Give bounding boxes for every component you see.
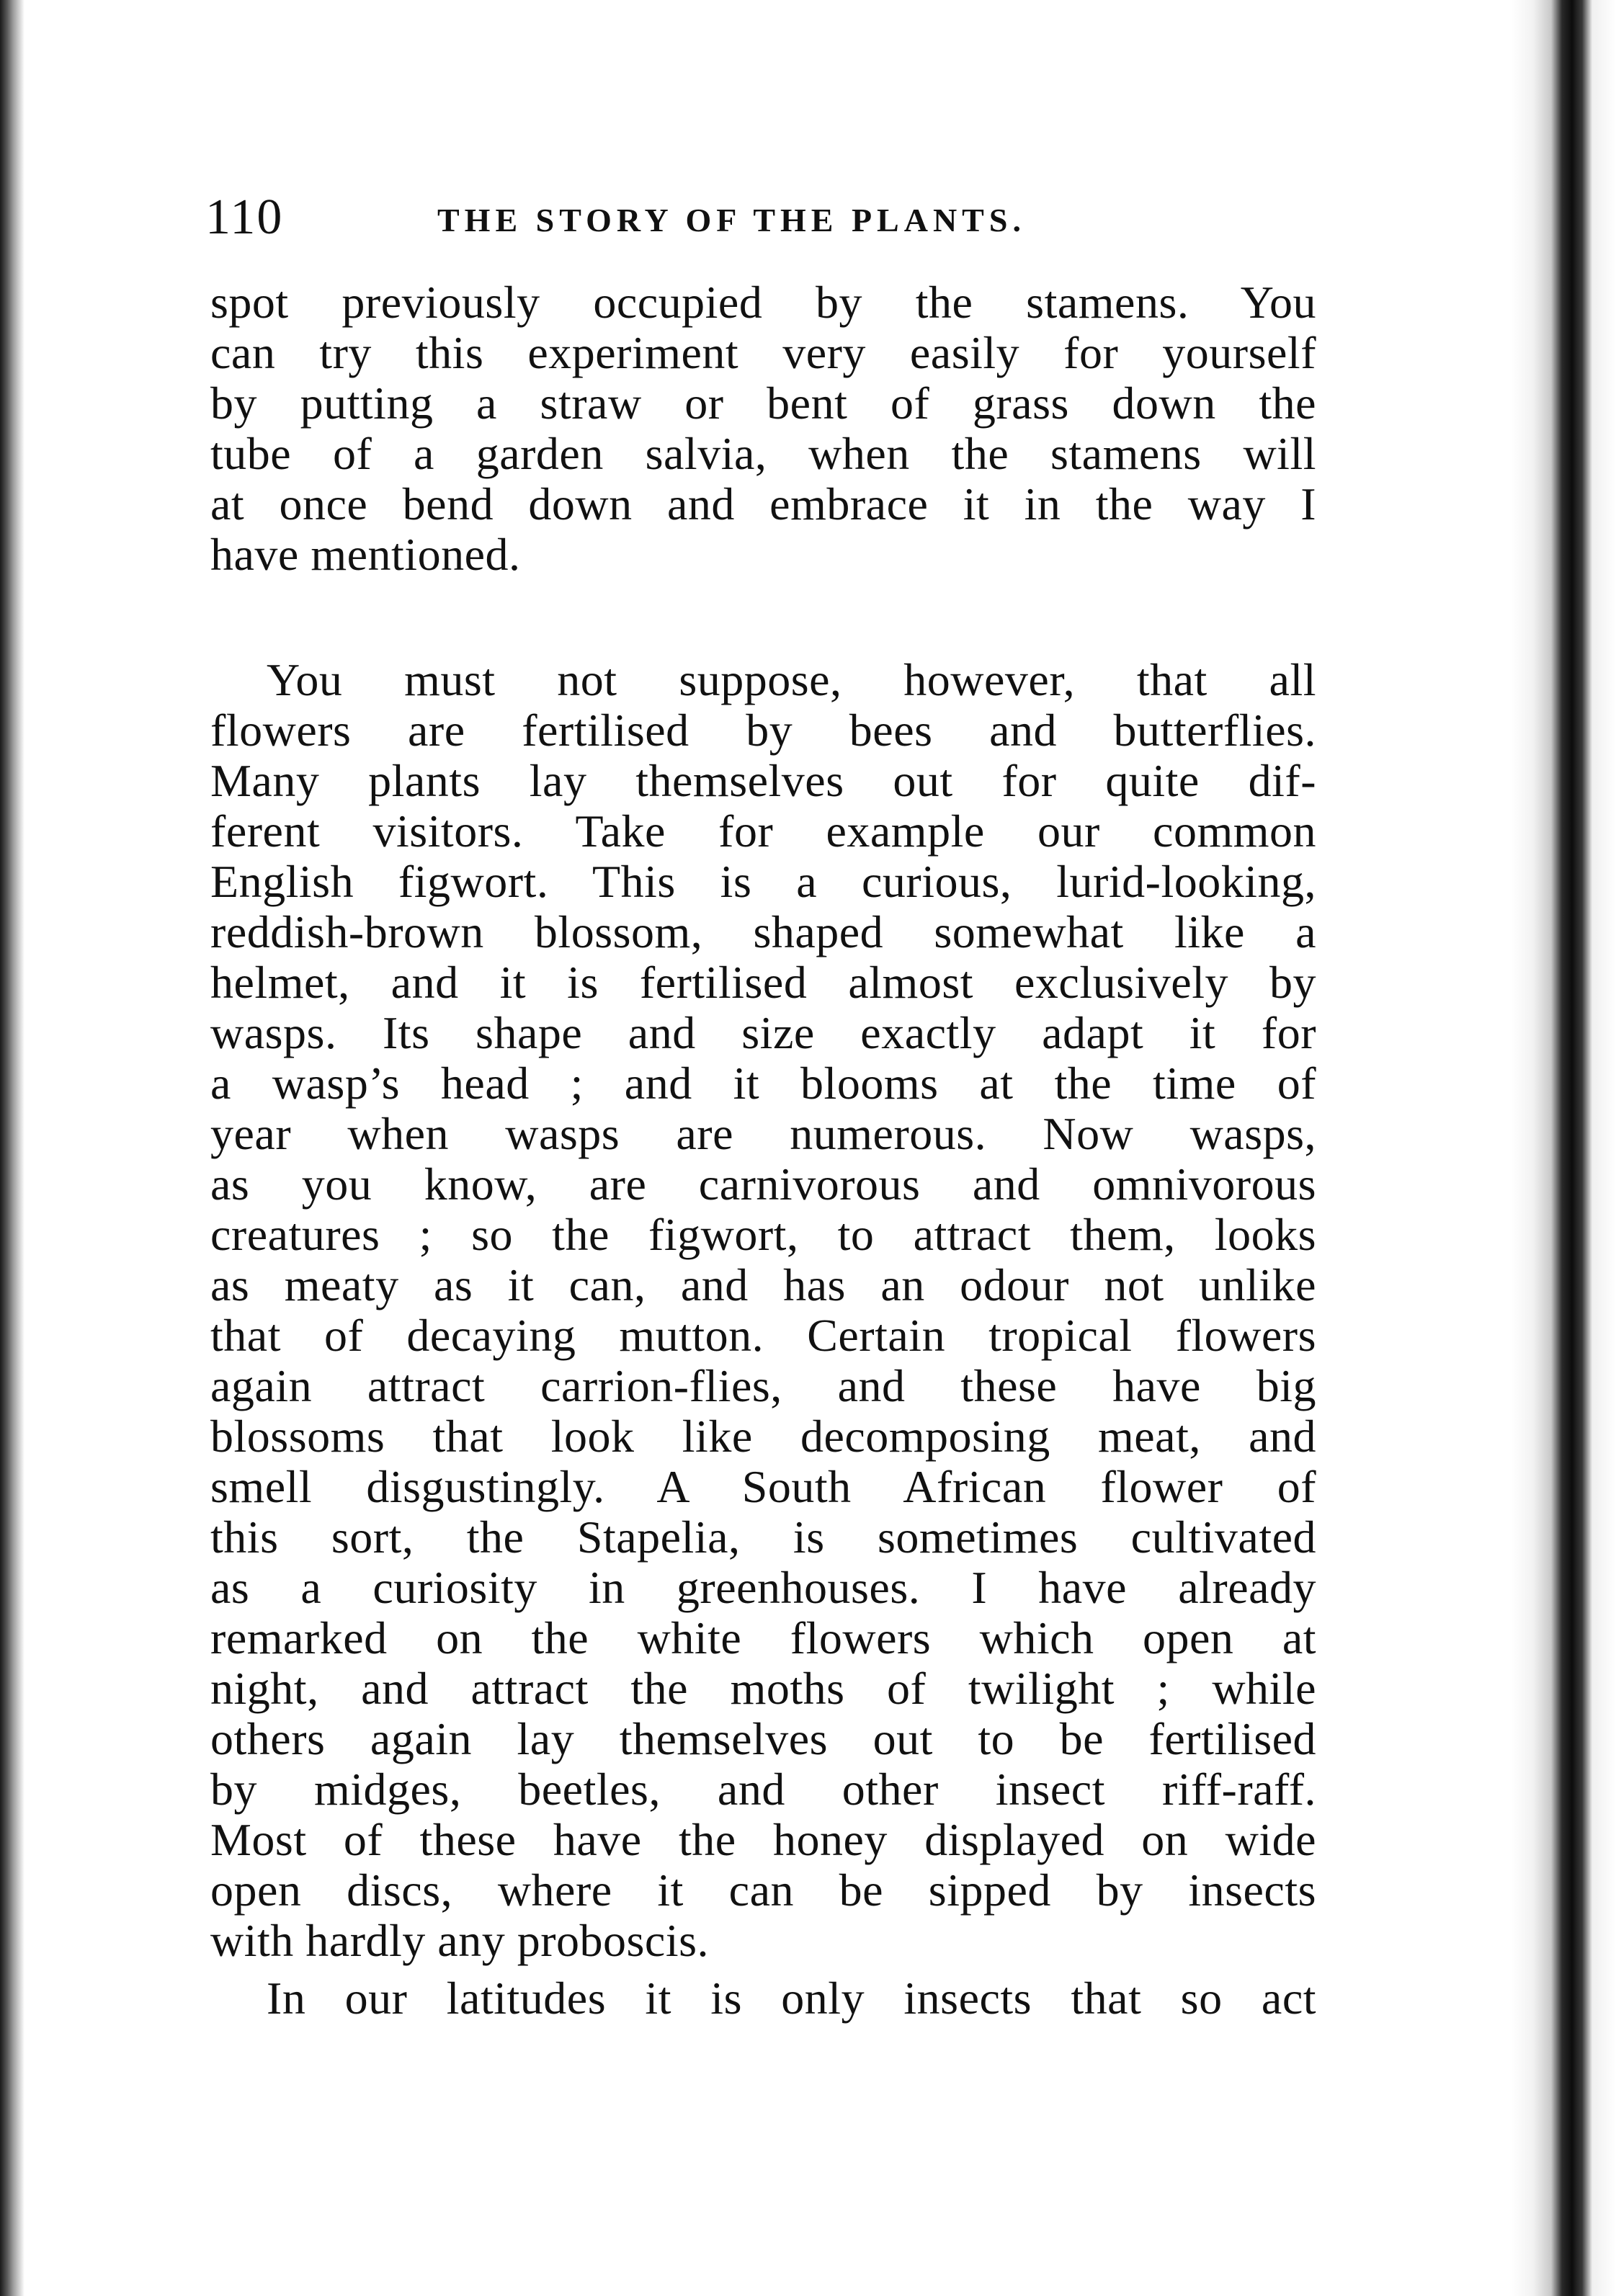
text-line: In our latitudes it is only insects that so act [267, 1973, 1316, 2024]
running-title: THE STORY OF THE PLANTS. [437, 202, 1026, 238]
page-fore-edge [1512, 0, 1616, 2296]
text-line: open discs, where it can be sipped by insects [210, 1864, 1316, 1916]
text-line: wasps. Its shape and size exactly adapt it for [210, 1007, 1316, 1058]
text-line: helmet, and it is fertilised almost exclusively by [210, 957, 1316, 1008]
text-line: with hardly any proboscis. [210, 1915, 709, 1966]
text-line: tube of a garden salvia, when the stamens will [210, 428, 1316, 479]
text-line: year when wasps are numerous. Now wasps, [210, 1108, 1316, 1159]
text-line: this sort, the Stapelia, is sometimes cultivated [210, 1511, 1316, 1563]
page-number: 110 [205, 189, 284, 245]
text-line: Most of these have the honey displayed on wide [210, 1814, 1316, 1865]
text-line: by putting a straw or bent of grass down the [210, 378, 1316, 429]
text-line: remarked on the white flowers which open at [210, 1612, 1316, 1663]
paragraph-3 [210, 1973, 1316, 2024]
text-line: You must not suppose, however, that all [267, 654, 1316, 705]
body-text [210, 277, 1316, 2024]
text-line: Many plants lay themselves out for quite dif- [210, 755, 1316, 806]
text-line: blossoms that look like decomposing meat, and [210, 1411, 1316, 1462]
text-line: creatures ; so the figwort, to attract them, looks [210, 1209, 1316, 1260]
text-line: by midges, beetles, and other insect riff-raff. [210, 1764, 1316, 1815]
text-line: a wasp’s head ; and it blooms at the time of [210, 1058, 1316, 1109]
text-line: as you know, are carnivorous and omnivorous [210, 1158, 1316, 1210]
paragraph-2 [210, 655, 1316, 1966]
text-line: have mentioned. [210, 529, 521, 580]
text-line: others again lay themselves out to be fertilised [210, 1713, 1316, 1764]
text-line: flowers are fertilised by bees and butterflies. [210, 705, 1316, 756]
text-line: night, and attract the moths of twilight ; while [210, 1663, 1316, 1714]
text-line: smell disgustingly. A South African flower of [210, 1461, 1316, 1512]
text-line: ferent visitors. Take for example our common [210, 805, 1316, 857]
text-line: can try this experiment very easily for yourself [210, 327, 1316, 378]
text-line: as a curiosity in greenhouses. I have already [210, 1562, 1316, 1613]
text-line: at once bend down and embrace it in the way I [210, 478, 1316, 530]
binding-edge [0, 0, 24, 2296]
text-line: spot previously occupied by the stamens. You [210, 277, 1316, 328]
page-header [205, 189, 1286, 246]
text-line: reddish-brown blossom, shaped somewhat like a [210, 906, 1316, 957]
text-line: English figwort. This is a curious, lurid-looking, [210, 856, 1316, 907]
text-line: again attract carrion-flies, and these have big [210, 1360, 1316, 1411]
text-line: that of decaying mutton. Certain tropical flowers [210, 1310, 1316, 1361]
paragraph-1 [210, 277, 1316, 580]
text-line: as meaty as it can, and has an odour not unlike [210, 1259, 1316, 1310]
